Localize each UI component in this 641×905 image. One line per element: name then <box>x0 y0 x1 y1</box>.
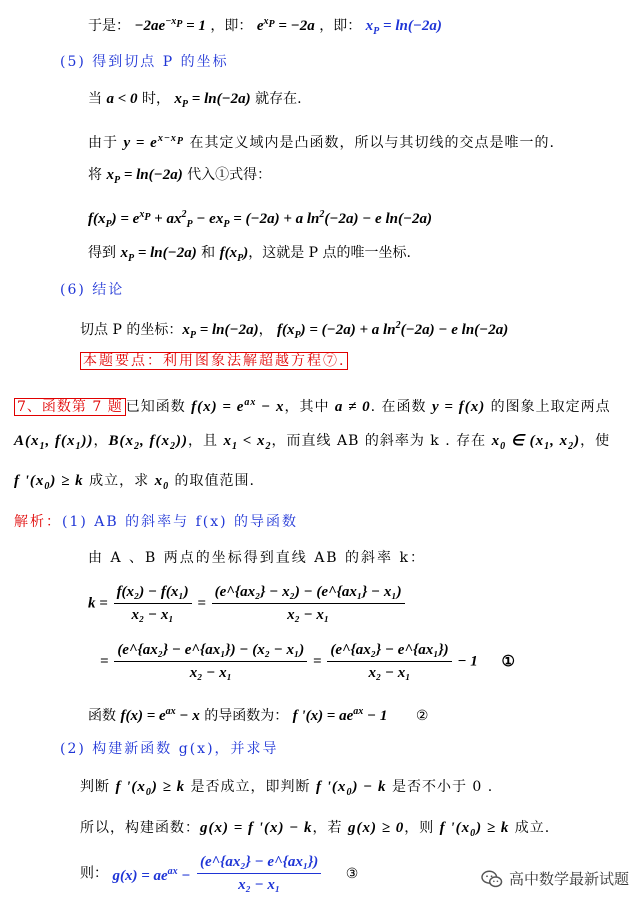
slope-intro: 由 A 、B 两点的坐标得到直线 AB 的斜率 k： <box>88 550 426 566</box>
key-point-box: 本题要点：利用图象法解超越方程⑦. <box>80 351 348 371</box>
section-heading-6: (6) 结论 <box>60 282 125 298</box>
line-5e: 得到 $x_P = \ln(-2a)$ 和 $f(x_P)$，这就是 P 点的唯一坐标. <box>88 245 411 264</box>
line-2c: 则： $g(x) = ae^{ax}$ − $\frac{\text{(e\textasciicircum{}\{ax₂\} − e\textasciicircum{}\{ax₁\})}}{\text{x₂ − x₁}}$ ③ <box>80 854 359 893</box>
wechat-icon <box>481 869 503 889</box>
question-7-line-3: f '$(x_0) \ge k$ 成立，求 $x_0$ 的取值范围. <box>14 473 255 492</box>
slope-equation-1: k = $\frac{\text{f(x₂) − f(x₁)}}{\text{x₂ − x₁}}$ = $\frac{\text{(e\textasciicircum{}\{ax₂\} − x₂) − (e\textasciicircum{}\{ax₁\} − x₁)}}{\text{x₂ − x₁}}$ <box>88 582 407 625</box>
derivation-line-1: 于是： $-2ae^{-xP} = 1$ ，即： $e^{xP} = -2a$ ，即： $x_P = \ln(-2a)$ <box>88 16 442 37</box>
line-5c: 将 $x_P = \ln(-2a)$ 代入①式得： <box>88 167 272 186</box>
slope-equation-2: = $\frac{\text{(e\textasciicircum{}\{ax₂\} − e\textasciicircum{}\{ax₁\}) − (x₂ − x₁)}}{\text{x₂ − x₁}}$ = $\frac{\text{(e\textasciicircum{}\{ax₂\} − e\textasciicircum{}\{ax₁\})}}{\text{x₂ − x₁}}$ − 1 ① <box>100 642 515 681</box>
question-7-line-1: 7、函数第 7 题 已知函数 $f(x) = e^{ax} - x$，其中 a ≠ 0. 在函数 y = f(x) 的图象上取定两点 <box>14 393 611 417</box>
section-heading-5: (5) 得到切点 P 的坐标 <box>60 54 229 70</box>
conclusion-line: 切点 P 的坐标：$x_P = \ln(-2a)$， $f(x_P) = (-2a) + a$ $\ln^2(-2a) - e$ ln(−2a) <box>80 320 509 341</box>
question-7-line-2: $A(x_1$, $f(x_1)$)，$B(x_2$, $f(x_2)$)，且 $x_1 < x_2$，而直线 AB 的斜率为 k . 存在 $x_0$ ∈ ($x_1$, $x_2$)，使 <box>14 433 611 452</box>
derivative-line: 函数 $f(x) = e^{ax} - x$ 的导函数为： f '$(x) = ae^{ax} - 1$ ② <box>88 706 429 724</box>
line-5b: 由于 $y = e^{x-xP}$ 在其定义域内是凸函数，所以与其切线的交点是唯一的. <box>88 133 555 151</box>
watermark: 高中数学最新试题 <box>481 868 629 889</box>
line-2a: 判断 f '$(x_0) \ge k$ 是否成立，即判断 f '$(x_0) - k$ 是否不小于 0 . <box>80 779 494 798</box>
line-2b: 所以，构建函数：g(x) = f '(x) − k，若 g(x) ≥ 0，则 f '$(x_0) \ge k$ 成立. <box>80 820 551 839</box>
line-5a: 当 a < 0 时， $x_P = \ln(-2a)$ 就存在. <box>88 91 302 110</box>
solution-heading: 解析：(1) AB 的斜率与 f(x) 的导函数 <box>14 514 299 530</box>
question-label: 7、函数第 7 题 <box>14 398 126 416</box>
equation-5d: $f(x_P) = e^{xP} + ax^2_P - ex_P = (-2a) + a$ $\ln^2(-2a) - e$ ln(−2a) <box>88 209 433 230</box>
section-heading-2: (2) 构建新函数 g(x)，并求导 <box>60 741 279 757</box>
